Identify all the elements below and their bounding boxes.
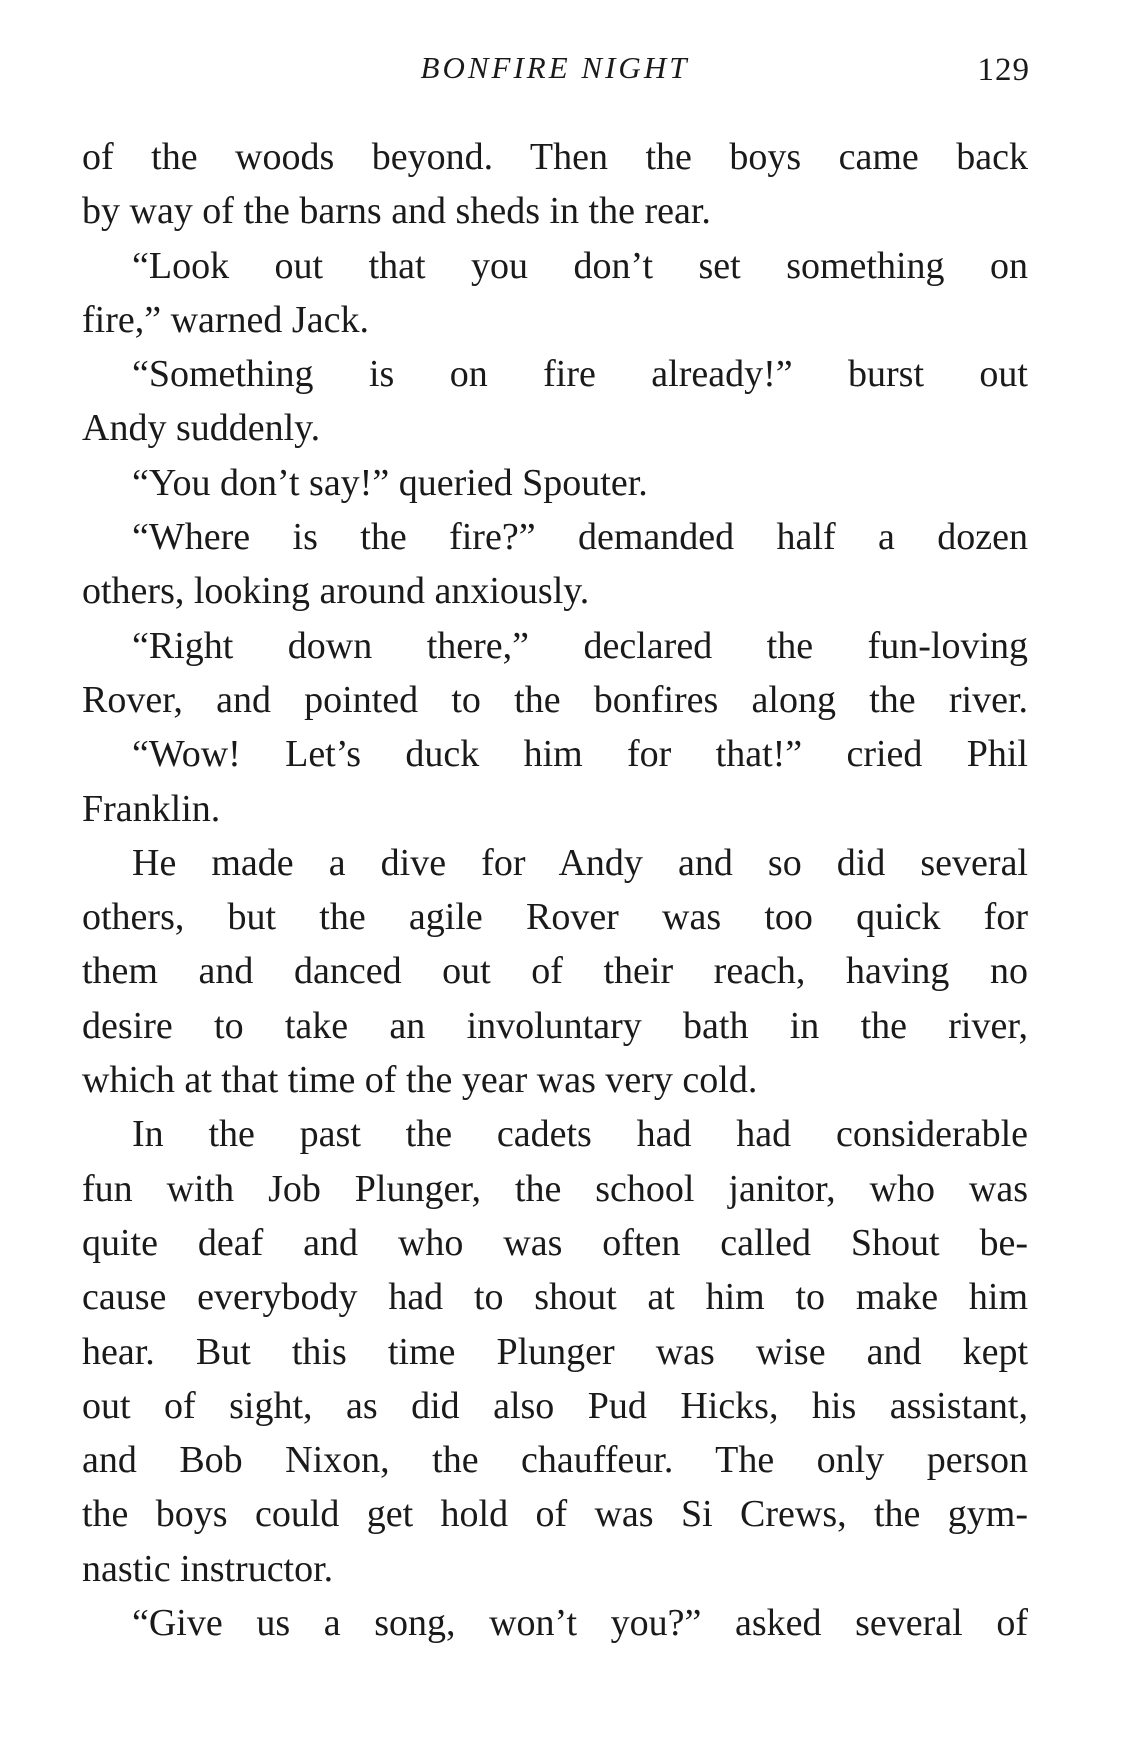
text-line: “Wow! Let’s duck him for that!” cried Phil <box>132 733 1028 776</box>
text-line: “Right down there,” declared the fun-loving <box>132 624 1028 667</box>
text-line: “Look out that you don’t set something on <box>132 244 1028 287</box>
running-title: BONFIRE NIGHT <box>420 50 690 85</box>
text-line: hear. But this time Plunger was wise and kept <box>82 1330 1028 1373</box>
text-line: “Where is the fire?” demanded half a dozen <box>132 516 1028 559</box>
text-line: Franklin. <box>82 787 221 830</box>
text-line: “You don’t say!” queried Spouter. <box>132 461 648 504</box>
text-line: fun with Job Plunger, the school janitor, who was <box>82 1167 1028 1210</box>
text-line: quite deaf and who was often called Shout be- <box>82 1221 1028 1264</box>
text-line: He made a dive for Andy and so did several <box>132 841 1028 884</box>
running-head <box>80 42 1030 92</box>
text-line: “Something is on fire already!” burst out <box>132 353 1028 396</box>
text-line: desire to take an involuntary bath in the river, <box>82 1004 1028 1047</box>
text-line: Rover, and pointed to the bonfires along the river. <box>82 678 1028 721</box>
text-line: nastic instructor. <box>82 1547 334 1590</box>
text-line: which at that time of the year was very cold. <box>82 1059 758 1102</box>
text-line: others, but the agile Rover was too quick for <box>82 896 1028 939</box>
body-text <box>82 130 1028 1650</box>
text-line: others, looking around anxiously. <box>82 570 590 613</box>
text-line: out of sight, as did also Pud Hicks, his assistant, <box>82 1384 1028 1427</box>
text-line: and Bob Nixon, the chauffeur. The only person <box>82 1439 1028 1482</box>
text-line: In the past the cadets had had considerable <box>132 1113 1028 1156</box>
text-line: fire,” warned Jack. <box>82 298 369 341</box>
text-line: them and danced out of their reach, having no <box>82 950 1028 993</box>
page-number: 129 <box>977 52 1030 88</box>
text-line: Andy suddenly. <box>82 407 321 450</box>
text-line: the boys could get hold of was Si Crews, the gym- <box>82 1493 1028 1536</box>
text-line: of the woods beyond. Then the boys came back <box>82 136 1028 178</box>
text-line: by way of the barns and sheds in the rear. <box>82 190 711 233</box>
text-line: cause everybody had to shout at him to make him <box>82 1276 1028 1319</box>
text-line: “Give us a song, won’t you?” asked several of <box>132 1602 1028 1645</box>
